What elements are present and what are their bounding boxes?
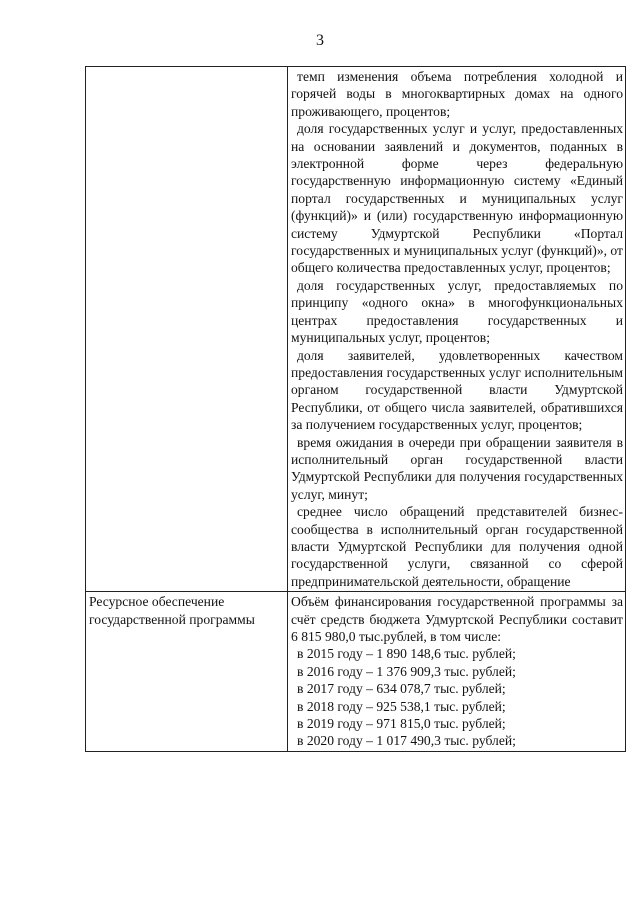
indicator-business-requests: среднее число обращений представителей бизнес-сообщества в исполнительный орган государственной власти Удмуртской Республики для получения одной государственной услуги, связанной со сферой предпринимательской деятельности, обращение bbox=[291, 504, 623, 589]
funding-year-2016: в 2016 году – 1 376 909,3 тыс. рублей; bbox=[297, 663, 516, 679]
page-number: 3 bbox=[316, 32, 324, 49]
indicator-cold-hot-water: темп изменения объема потребления холодной и горячей воды в многоквартирных домах на одного проживающего, процентов; bbox=[291, 69, 623, 119]
indicator-waiting-time: время ожидания в очереди при обращении заявителя в исполнительный орган государственной власти Удмуртской Республики для получения государственных услуг, минут; bbox=[291, 434, 623, 502]
table-row bbox=[86, 592, 626, 752]
indicator-electronic-services: доля государственных услуг и услуг, предоставленных на основании заявлений и документов, поданных в электронной форме через федеральную государственную информационную систему «Единый портал государственных и муниципальных услуг (функций)» и (или) государственную информационную систему Удмуртской Республики «Портал государственных и муниципальных услуг (функций)», от общего количества предоставленных услуг, процентов; bbox=[291, 121, 623, 276]
funding-year-2017: в 2017 году – 634 078,7 тыс. рублей; bbox=[297, 681, 506, 697]
funding-year-2018: в 2018 году – 925 538,1 тыс. рублей; bbox=[297, 698, 506, 714]
funding-year-2019: в 2019 году – 971 815,0 тыс. рублей; bbox=[297, 716, 506, 732]
row-label-resources: Ресурсное обеспечение государственной программы bbox=[86, 592, 288, 752]
funding-year-2015: в 2015 году – 1 890 148,6 тыс. рублей; bbox=[297, 646, 516, 662]
program-passport-table bbox=[85, 66, 626, 752]
row-label-empty bbox=[86, 67, 288, 592]
table-row bbox=[86, 67, 626, 592]
funding-intro: Объём финансирования государственной программы за счёт средств бюджета Удмуртской Республики составит 6 815 980,0 тыс.рублей, в том числе: bbox=[291, 594, 623, 644]
indicator-satisfied-applicants: доля заявителей, удовлетворенных качеством предоставления государственных услуг исполнительным органом государственной власти Удмуртской Республики, от общего числа заявителей, обратившихся за получением государственных услуг, процентов; bbox=[291, 347, 623, 433]
indicators-cell bbox=[288, 67, 626, 592]
funding-year-2020: в 2020 году – 1 017 490,3 тыс. рублей; bbox=[297, 733, 516, 749]
funding-cell bbox=[288, 592, 626, 752]
indicator-one-window: доля государственных услуг, предоставляемых по принципу «одного окна» в многофункциональных центрах предоставления государственных и муниципальных услуг, процентов; bbox=[291, 277, 623, 346]
